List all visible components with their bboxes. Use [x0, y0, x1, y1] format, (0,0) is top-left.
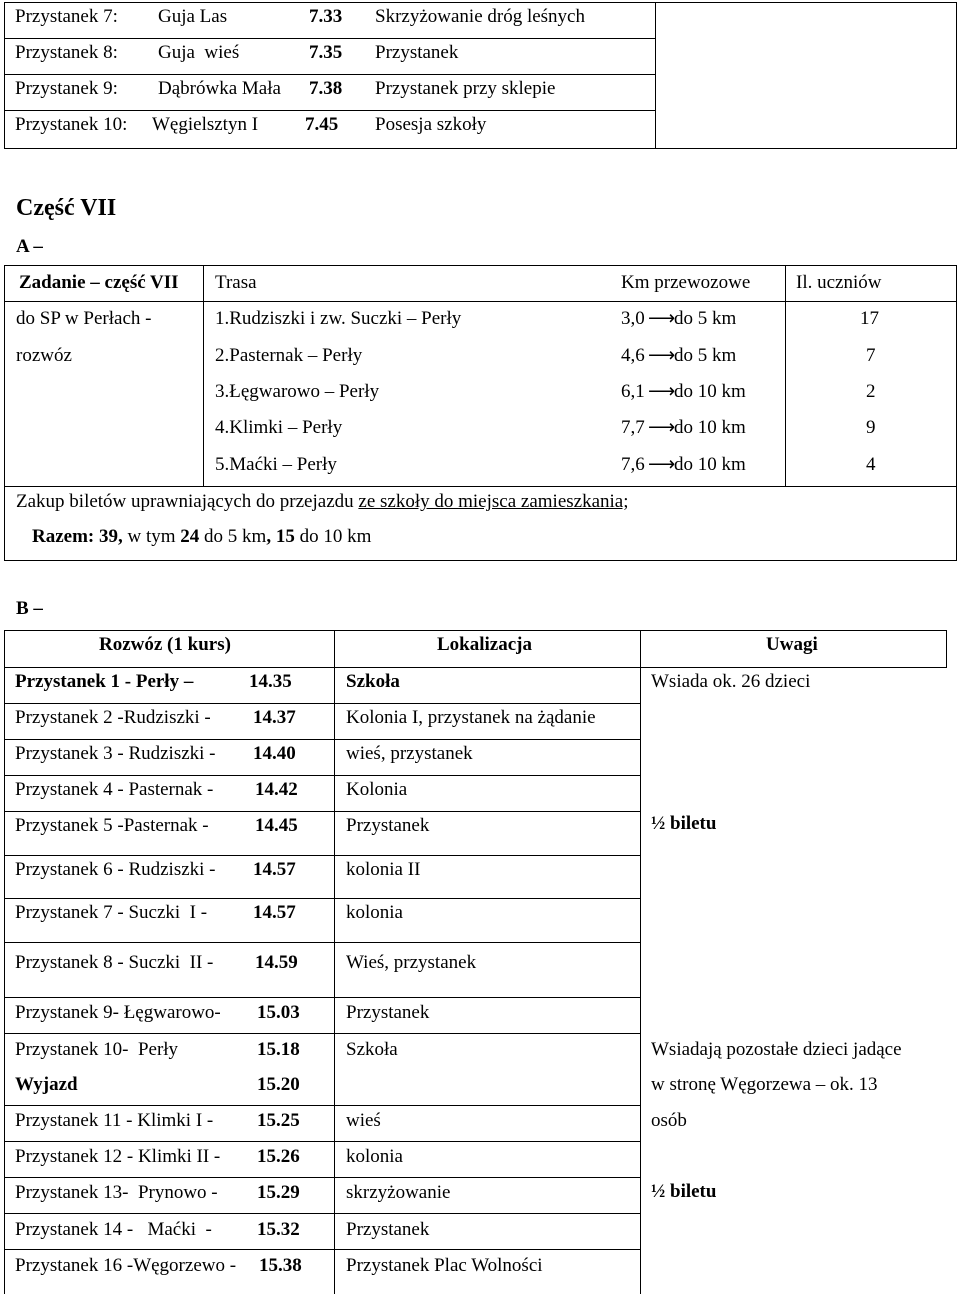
stop-time: 14.57	[253, 902, 296, 923]
stop-time: 7.35	[309, 42, 343, 63]
top-table-border-left	[4, 2, 5, 148]
row-line	[4, 1249, 640, 1250]
route-name: 4.Klimki – Perły	[215, 417, 343, 438]
purchase-note-underlined: ze szkoły do miejsca zamieszkania;	[358, 491, 629, 512]
stop-label: Przystanek 4 - Pasternak -	[15, 779, 214, 800]
stop-time: 15.26	[257, 1146, 300, 1167]
stop-time: 14.37	[253, 707, 296, 728]
stop-location: kolonia	[346, 902, 403, 923]
route-range: do 10 km	[674, 454, 746, 475]
header-route: Trasa	[215, 272, 257, 293]
route-range: do 10 km	[674, 417, 746, 438]
table-b-border-right	[946, 630, 947, 667]
route-name: 2.Pasternak – Perły	[215, 345, 363, 366]
arrow-icon: ⟶	[648, 308, 676, 329]
note-text: dzieci	[760, 671, 811, 692]
stop-location: Kolonia	[346, 779, 408, 800]
stop-place: Guja wieś	[158, 42, 240, 63]
stop-location: Przystanek Plac Wolności	[346, 1255, 543, 1276]
stop-location: Przystanek przy sklepie	[375, 78, 556, 99]
header-location: Lokalizacja	[437, 634, 532, 655]
stop-label: Przystanek 10:	[15, 114, 128, 135]
section-b-label: B –	[16, 598, 43, 619]
header-km: Km przewozowe	[621, 272, 751, 293]
stop-label: Przystanek 16 -Węgorzewo -	[15, 1255, 237, 1276]
stop-label: Przystanek 9:	[15, 78, 118, 99]
summary-line	[32, 526, 371, 548]
top-table-border-right	[956, 2, 957, 148]
stop-label: Wyjazd	[15, 1074, 78, 1095]
top-table-border-bottom	[4, 148, 957, 149]
stop-time: 15.32	[257, 1219, 300, 1240]
route-range: do 5 km	[674, 308, 737, 329]
half-ticket-note: ½ biletu	[651, 1181, 717, 1202]
top-table-divider	[655, 2, 656, 148]
section-title: Część VII	[16, 195, 117, 221]
purchase-note	[16, 491, 629, 513]
stop-location: Skrzyżowanie dróg leśnych	[375, 6, 585, 27]
stop-location: Posesja szkoły	[375, 114, 487, 135]
stop-time: 7.33	[309, 6, 343, 27]
route-students: 2	[866, 381, 876, 402]
purchase-note-prefix: Zakup biletów uprawniających do przejazdu	[16, 491, 359, 512]
stop-location: kolonia II	[346, 859, 421, 880]
table-b-border-top	[4, 630, 947, 631]
header-notes: Uwagi	[766, 634, 818, 655]
route-km: 6,1	[621, 381, 645, 402]
arrow-icon: ⟶	[648, 417, 676, 438]
header-task: Zadanie – część VII	[19, 272, 179, 293]
stop-label: Przystanek 13- Prynowo -	[15, 1182, 218, 1203]
stop-label: Przystanek 5 -Pasternak -	[15, 815, 209, 836]
route-name: 5.Maćki – Perły	[215, 454, 337, 475]
stop-label: Przystanek 11 - Klimki I -	[15, 1110, 214, 1131]
stop-location: Szkoła	[346, 1039, 398, 1060]
top-table-border-top	[4, 2, 957, 3]
row-line	[4, 739, 640, 740]
stop-label: Przystanek 9- Łęgwarowo-	[15, 1002, 221, 1023]
stop-time: 15.38	[259, 1255, 302, 1276]
stop-place: Węgielsztyn I	[152, 114, 259, 135]
stop-label: Przystanek 7 - Suczki I -	[15, 902, 208, 923]
stop-location: wieś, przystanek	[346, 743, 473, 764]
table-b-col-divider	[640, 630, 641, 1294]
note-count: 13	[858, 1074, 878, 1095]
stop-time: 14.35	[249, 671, 292, 692]
table-b-header-line	[4, 667, 947, 668]
table-a-summary-line	[4, 486, 957, 487]
route-name: 1.Rudziszki i zw. Suczki – Perły	[215, 308, 462, 329]
stop-time: 15.03	[257, 1002, 300, 1023]
stop-time: 15.25	[257, 1110, 300, 1131]
stop-place: Dąbrówka Mała	[158, 78, 281, 99]
top-table-row-line	[4, 38, 655, 39]
stop-label: Przystanek 2 -Rudziszki -	[15, 707, 211, 728]
stop-location: Przystanek	[346, 815, 430, 836]
route-km: 7,7	[621, 417, 645, 438]
stop-time: 7.38	[309, 78, 343, 99]
table-a-header-line	[4, 301, 957, 302]
table-a-border-top	[4, 265, 957, 266]
note-second-group: Wsiadają pozostałe dzieci jadące	[651, 1039, 902, 1060]
summary-text: do 5 km	[199, 526, 267, 547]
stop-time: 14.40	[253, 743, 296, 764]
stop-label: Przystanek 1 - Perły –	[15, 671, 194, 692]
stop-location: Przystanek	[375, 42, 459, 63]
stop-label: Przystanek 6 - Rudziszki -	[15, 859, 216, 880]
arrow-icon: ⟶	[648, 381, 676, 402]
half-ticket-note: ½ biletu	[651, 813, 717, 834]
header-students: Il. uczniów	[796, 272, 882, 293]
row-line	[4, 1141, 640, 1142]
row-line	[4, 775, 640, 776]
row-line	[4, 1177, 640, 1178]
task-description: rozwóz	[16, 345, 72, 366]
top-table-row-line	[4, 110, 655, 111]
route-students: 4	[866, 454, 876, 475]
stop-time: 15.29	[257, 1182, 300, 1203]
summary-count: 15	[275, 526, 295, 547]
row-line	[4, 942, 640, 943]
table-a-col-divider	[785, 265, 786, 486]
summary-count: 24	[180, 526, 200, 547]
arrow-icon: ⟶	[648, 345, 676, 366]
note-second-group-line2	[651, 1074, 878, 1096]
stop-label: Przystanek 7:	[15, 6, 118, 27]
stop-location: wieś	[346, 1110, 381, 1131]
stop-label: Przystanek 12 - Klimki II -	[15, 1146, 221, 1167]
route-students: 9	[866, 417, 876, 438]
stop-location: kolonia	[346, 1146, 403, 1167]
note-first-group	[651, 671, 810, 693]
row-line	[4, 855, 640, 856]
route-students: 7	[866, 345, 876, 366]
row-line	[4, 1033, 640, 1034]
stop-place: Guja Las	[158, 6, 228, 27]
stop-location: Przystanek	[346, 1219, 430, 1240]
route-students: 17	[860, 308, 879, 329]
stop-time: 15.20	[257, 1074, 300, 1095]
stop-time: 14.57	[253, 859, 296, 880]
stop-location: Szkoła	[346, 671, 400, 692]
header-route: Rozwóz (1 kurs)	[99, 634, 231, 655]
task-description: do SP w Perłach -	[16, 308, 152, 329]
table-a-col-divider	[203, 265, 204, 486]
row-line	[4, 898, 640, 899]
row-line	[4, 1105, 640, 1106]
stop-location: Przystanek	[346, 1002, 430, 1023]
table-a-border-bottom	[4, 560, 957, 561]
route-km: 3,0	[621, 308, 645, 329]
stop-time: 14.45	[255, 815, 298, 836]
summary-text: w tym	[122, 526, 181, 547]
note-count: 26	[741, 671, 761, 692]
stop-time: 14.42	[255, 779, 298, 800]
note-text: w stronę Węgorzewa – ok.	[651, 1074, 859, 1095]
stop-time: 7.45	[305, 114, 339, 135]
route-range: do 5 km	[674, 345, 737, 366]
route-km: 7,6	[621, 454, 645, 475]
row-line	[4, 1213, 640, 1214]
table-b-col-divider	[334, 630, 335, 1294]
route-name: 3.Łęgwarowo – Perły	[215, 381, 380, 402]
stop-location: Wieś, przystanek	[346, 952, 477, 973]
table-b-border-left	[4, 630, 5, 1294]
stop-time: 14.59	[255, 952, 298, 973]
section-a-label: A –	[16, 236, 43, 257]
stop-location: Kolonia I, przystanek na żądanie	[346, 707, 596, 728]
row-line	[4, 997, 640, 998]
route-range: do 10 km	[674, 381, 746, 402]
row-line	[4, 811, 640, 812]
summary-total: Razem: 39,	[32, 526, 123, 547]
stop-location: skrzyżowanie	[346, 1182, 451, 1203]
stop-label: Przystanek 8:	[15, 42, 118, 63]
summary-text: ,	[266, 526, 276, 547]
stop-label: Przystanek 10- Perły	[15, 1039, 179, 1060]
summary-text: do 10 km	[294, 526, 372, 547]
stop-label: Przystanek 3 - Rudziszki -	[15, 743, 216, 764]
note-text: Wsiada ok.	[651, 671, 742, 692]
arrow-icon: ⟶	[648, 454, 676, 475]
table-a-border-left	[4, 265, 5, 560]
row-line	[4, 703, 640, 704]
table-a-border-right	[956, 265, 957, 560]
stop-label: Przystanek 8 - Suczki II -	[15, 952, 214, 973]
note-text: osób	[651, 1110, 687, 1131]
stop-label: Przystanek 14 - Maćki -	[15, 1219, 212, 1240]
stop-time: 15.18	[257, 1039, 300, 1060]
route-km: 4,6	[621, 345, 645, 366]
top-table-row-line	[4, 74, 655, 75]
